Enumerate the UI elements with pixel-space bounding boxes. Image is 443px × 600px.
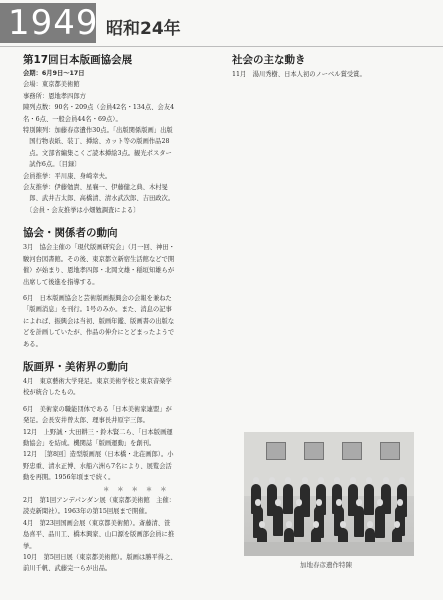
association-line: 催）が始まり、恩地孝四郎・北岡文雄・稲垣知雄らが — [23, 267, 175, 275]
year-label: 1949 — [0, 3, 96, 43]
session-label: 会期： — [23, 70, 42, 77]
exhibition-line: 事務所：恩地孝四郎方 — [23, 92, 86, 100]
exhibition-line: 名・6点、一般会員44名・69点）。 — [23, 115, 122, 123]
art-world-line: 前川千帆、武藤完一らが出品。 — [23, 565, 112, 573]
art-world-line: 12月 上野誠・大田耕三・鈴木賢二ら、「日本版画運 — [23, 428, 173, 436]
society-heading: 社会の主な動き — [232, 54, 306, 66]
section-separator: ＊＊＊＊＊ — [103, 485, 175, 493]
exhibition-line: 会友推挙：伊藤勉貴、星襄一、伊藤健之典、木村旻 — [23, 184, 168, 192]
group-photo — [244, 432, 414, 556]
photo-caption: 加地春彦遺作特陳 — [300, 561, 352, 569]
exhibition-line: 〔会員・会友推挙は小畑勉調査による〕 — [23, 206, 140, 214]
art-world-text-after — [23, 495, 223, 575]
exhibition-line: 国行物表紙、装丁、挿絵、カット等の版画作品28 — [23, 138, 170, 146]
exhibition-line: 試作6点。〔目録〕 — [23, 161, 81, 169]
right-column — [232, 52, 424, 80]
art-world-line: 野忠重、清水正博、水船六洲ら7名により、展覧会活 — [23, 462, 172, 470]
society-line: 11月 湯川秀樹、日本人初のノーベル賞受賞。 — [232, 71, 366, 78]
exhibition-line: 会場：東京都美術館 — [23, 81, 80, 89]
exhibition-title: 第17回日本版画協会展 — [23, 54, 133, 66]
art-world-line: 4月 東京藝術大学発足。東京美術学校と東京音楽学 — [23, 377, 172, 385]
association-line: 「版画消息」を刊行。1号のみか。また、消息の記事 — [23, 306, 172, 314]
art-world-line: 2月 第1回アンデパンダン展（東京都美術館 主催： — [23, 497, 176, 504]
art-world-line: 4月 第23回国画会展（東京都美術館）。斎藤清、笹 — [23, 519, 171, 527]
society-text — [232, 69, 424, 80]
exhibition-line: 点。文部省編集こくご読本挿絵3点。観光ポスター — [23, 149, 172, 157]
association-text — [23, 242, 223, 350]
left-column — [23, 52, 223, 575]
association-line: ある。 — [23, 340, 42, 348]
exhibition-line: 郎、武井吉太郎、高橋清、清水武次郎、吉田政次。 — [23, 195, 175, 203]
exhibition-session — [23, 68, 223, 79]
association-line: 駿河台図書館。その後、東京都立新宿生活館などで開 — [23, 255, 175, 263]
art-world-line: 12月 ［第8回］造型版画展（日本橋・北荘画郎）。小 — [23, 451, 174, 459]
art-world-line: 動協会」を結成。機関誌「版画運動」を創刊。 — [23, 439, 156, 447]
association-line: どを計画していたが、作品の伸介にとどまったようで — [23, 329, 175, 337]
association-line: 3月 協会主催の「現代版画研究会」（月一回、神田・ — [23, 244, 175, 252]
session-dates: 6月9日〜17日 — [41, 70, 85, 77]
art-world-line: 発足。会長安井曾太郎、理事長井原宇三郎。 — [23, 417, 149, 425]
exhibition-line: 特別陳列：加藤春彦遺作30点。「出版関係版画」出版 — [23, 127, 173, 135]
art-world-line: 挙。 — [23, 542, 36, 550]
exhibition-line: 陳列点数：90名・209点（会員42名・134点、会友4 — [23, 104, 175, 112]
association-line: によれば、振興会は当初、版画年鑑、版画書の出版な — [23, 317, 175, 325]
art-world-line: 10月 第5回日展（東京都美術館）。版画は勝平得之、 — [23, 554, 177, 562]
association-line: 出席して後進を指導する。 — [23, 278, 99, 286]
art-world-line: 動を再開。1956年頃まで続く。 — [23, 474, 115, 482]
exhibition-details — [23, 79, 223, 216]
exhibition-line: 会員推挙：平川康、身崎幸夫。 — [23, 172, 112, 180]
art-world-heading: 版画界・美術界の動向 — [23, 360, 128, 373]
art-world-line: 島喜平、品川工、橋本興家、山口源を版画部会員に推 — [23, 531, 175, 539]
art-world-line: 読売新聞社）。1963年の第15回展まで開催。 — [23, 508, 151, 516]
era-label: 昭和24年 — [106, 19, 181, 39]
art-world-line: 校が統合したもの。 — [23, 389, 80, 397]
art-world-text — [23, 376, 223, 484]
header-divider — [0, 46, 443, 47]
page-header — [0, 0, 443, 46]
association-heading: 協会・関係者の動向 — [23, 227, 118, 240]
art-world-line: 6月 美術家の職能団体である「日本美術家連盟」が — [23, 405, 172, 413]
association-line: 6月 日本版画協会と芸術版画振興会の会報を兼ねた — [23, 294, 172, 302]
